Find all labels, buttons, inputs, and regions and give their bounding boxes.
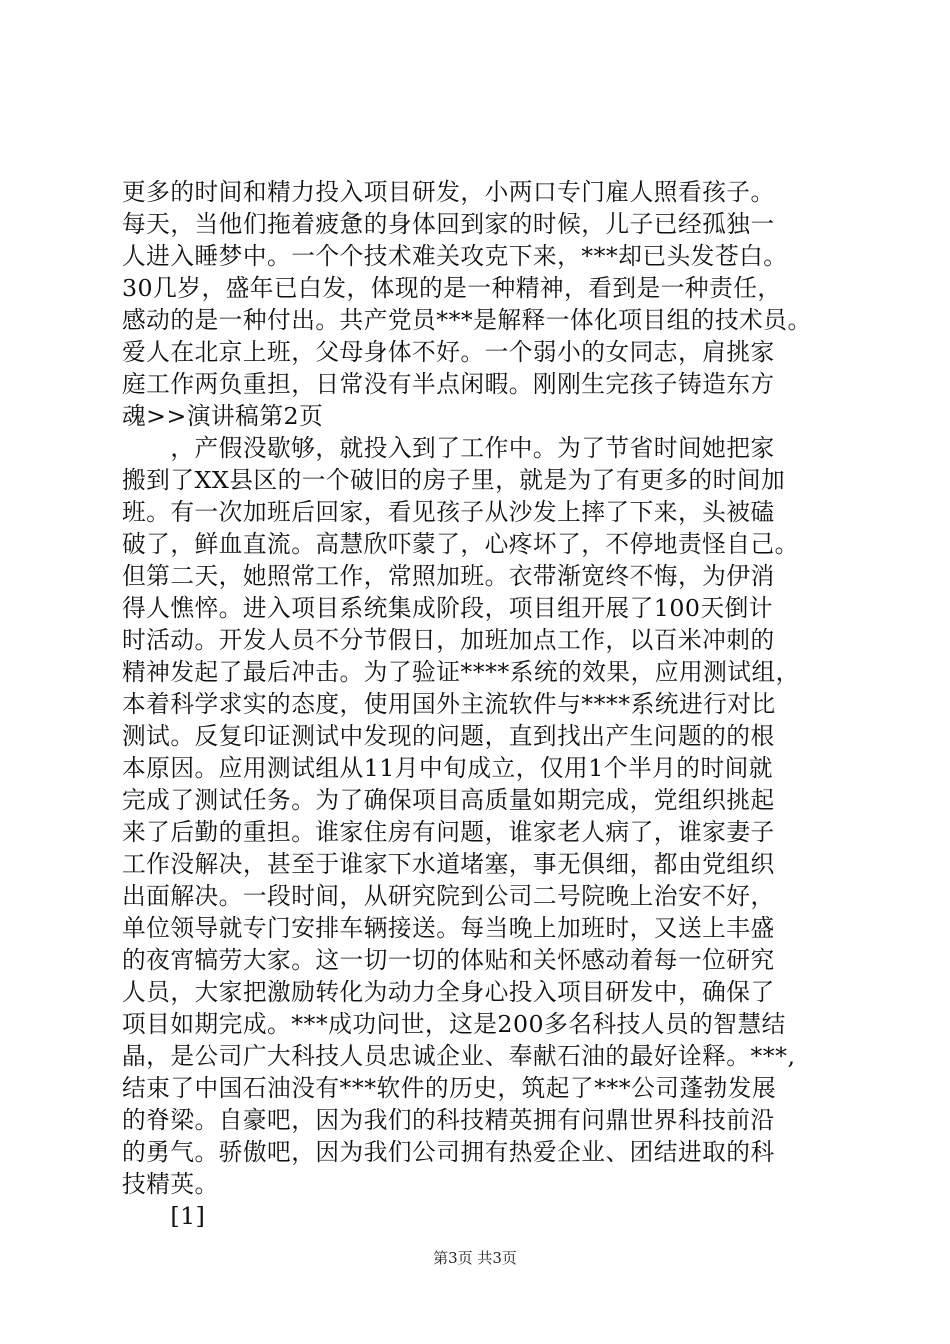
- body-text-line: 班。有一次加班后回家，看见孩子从沙发上摔了下来，头被磕: [122, 498, 775, 526]
- body-text-line: 破了，鲜血直流。高慧欣吓蒙了，心疼坏了，不停地责怪自己。: [122, 530, 799, 558]
- body-text-line: 人进入睡梦中。一个个技术难关攻克下来，***却已头发苍白。: [122, 242, 788, 270]
- body-text-line: 人员，大家把激励转化为动力全身心投入项目研发中，确保了: [122, 978, 775, 1006]
- body-text-line: 的夜宵犒劳大家。这一切一切的体贴和关怀感动着每一位研究: [122, 946, 775, 974]
- body-text-line: 精神发起了最后冲击。为了验证****系统的效果，应用测试组，: [122, 658, 800, 686]
- body-text-line: 测试。反复印证测试中发现的问题，直到找出产生问题的的根: [122, 722, 775, 750]
- body-text-line: 魂>>演讲稿第2页: [122, 402, 324, 430]
- body-text-line: 工作没解决，甚至于谁家下水道堵塞，事无俱细，都由党组织: [122, 850, 775, 878]
- body-text-line: 单位领导就专门安排车辆接送。每当晚上加班时，又送上丰盛: [122, 914, 775, 942]
- body-text-line: 爱人在北京上班，父母身体不好。一个弱小的女同志，肩挑家: [122, 338, 775, 366]
- body-text-line: 更多的时间和精力投入项目研发，小两口专门雇人照看孩子。: [122, 178, 775, 206]
- body-text-line: 本着科学求实的态度，使用国外主流软件与****系统进行对比: [122, 690, 776, 718]
- body-text-line: ，产假没歇够，就投入到了工作中。为了节省时间她把家: [122, 434, 775, 462]
- body-text-line: 晶，是公司广大科技人员忠诚企业、奉献石油的最好诠释。***,: [122, 1042, 796, 1070]
- body-text-line: 得人憔悴。进入项目系统集成阶段，项目组开展了100天倒计: [122, 594, 773, 622]
- body-text-line: 搬到了XX县区的一个破旧的房子里，就是为了有更多的时间加: [122, 466, 786, 494]
- body-text-line: 本原因。应用测试组从11月中旬成立，仅用1个半月的时间就: [122, 754, 773, 782]
- body-text-line: 的脊梁。自豪吧，因为我们的科技精英拥有问鼎世界科技前沿: [122, 1106, 775, 1134]
- page-footer: 第3页 共3页: [433, 1249, 517, 1267]
- reference-marker: [1]: [122, 1202, 206, 1230]
- body-text-line: 30几岁，盛年已白发，体现的是一种精神，看到是一种责任，: [122, 274, 782, 302]
- body-text-line: 的勇气。骄傲吧，因为我们公司拥有热爱企业、团结进取的科: [122, 1138, 775, 1166]
- body-text-line: 结束了中国石油没有***软件的历史，筑起了***公司蓬勃发展: [122, 1074, 777, 1102]
- body-text-line: 来了后勤的重担。谁家住房有问题，谁家老人病了，谁家妻子: [122, 818, 775, 846]
- body-text-line: 每天，当他们拖着疲惫的身体回到家的时候，儿子已经孤独一: [122, 210, 775, 238]
- body-text-line: 完成了测试任务。为了确保项目高质量如期完成，党组织挑起: [122, 786, 775, 814]
- body-text-line: 技精英。: [122, 1170, 219, 1198]
- body-text-line: 庭工作两负重担，日常没有半点闲暇。刚刚生完孩子铸造东方: [122, 370, 775, 398]
- body-text-line: 感动的是一种付出。共产党员***是解释一体化项目组的技术员。: [122, 306, 812, 334]
- body-text-line: 时活动。开发人员不分节假日，加班加点工作，以百米冲刺的: [122, 626, 775, 654]
- body-text-line: 出面解决。一段时间，从研究院到公司二号院晚上治安不好，: [122, 882, 775, 910]
- body-text-line: 项目如期完成。***成功问世，这是200多名科技人员的智慧结: [122, 1010, 786, 1038]
- body-text-line: 但第二天，她照常工作，常照加班。衣带渐宽终不悔，为伊消: [122, 562, 775, 590]
